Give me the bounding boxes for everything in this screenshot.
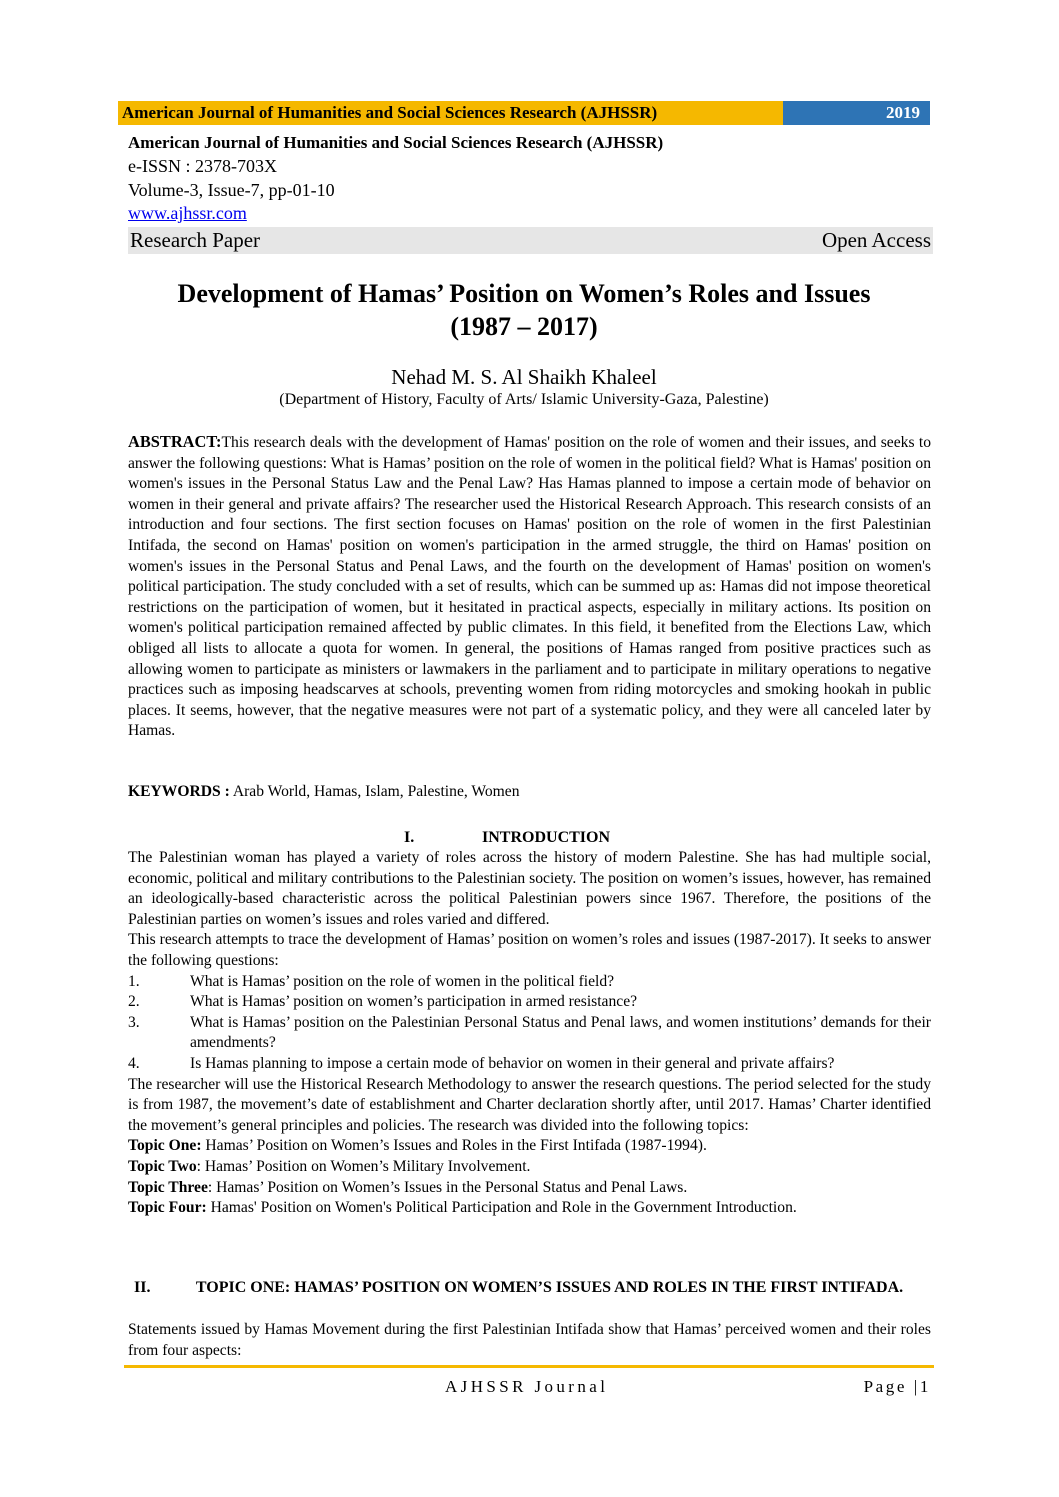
abstract-text: This research deals with the development of Hamas' position on the role of women and their issues, and seeks to answer the following questions: What is Hamas’ position on the role of women in the political field? What is Hamas' position on women's issues in the Personal Status Law and the Penal Law? Has Hamas planned to impose a certain mode of behavior on women in their general and private affairs? The researcher used the Historical Research Approach. This research consists of an introduction and four sections. The first section focuses on Hamas' position on the role of women in the first Palestinian Intifada, the second on Hamas' position on women's participation in the armed struggle, the third on Hamas' position on women's issues in the Personal Status and Penal Laws, and the fourth on the development of Hamas' position on women's political participation. The study concluded with a set of results, which can be summed up as: Hamas did not impose theoretical restrictions on the participation of women, but it hesitated in practical aspects, especially in military actions. Its position on women's political participation remained affected by public climates. In this field, it benefited from the Elections Law, which obliged all lists to allocate a quota for women. In general, the positions of Hamas ranged from positive practices such as allowing women to participate as ministers or lawmakers in the parliament and to participate in military operations to negative practices such as imposing headscarves at schools, preventing women from riding motorcycles and smoking hookah in public places. It seems, however, that the negative measures were not part of a systematic policy, and they were all canceled later by Hamas. — [128, 434, 931, 740]
topic-text: : Hamas’ Position on Women’s Issues in the Personal Status and Penal Laws. — [207, 1178, 688, 1196]
abstract — [128, 432, 931, 742]
list-item — [128, 972, 931, 993]
list-item — [128, 992, 931, 1013]
introduction-body — [128, 848, 931, 1219]
author-affiliation: (Department of History, Faculty of Arts/ Islamic University-Gaza, Palestine) — [279, 391, 769, 408]
list-number: 4. — [128, 1054, 140, 1072]
list-number: 1. — [128, 972, 140, 990]
journal-meta — [128, 132, 928, 224]
footer-journal: AJHSSR Journal — [445, 1377, 609, 1396]
section-title: TOPIC ONE: HAMAS’ POSITION ON WOMEN’S ISSUES AND ROLES IN THE FIRST INTIFADA. — [195, 1279, 904, 1296]
topic-text: Hamas' Position on Women's Political Participation and Role in the Government Introduction. — [206, 1199, 797, 1217]
paper-type: Research Paper — [130, 228, 261, 252]
list-item — [128, 1013, 931, 1054]
title-line-1: Development of Hamas’ Position on Women’s Roles and Issues — [177, 279, 871, 308]
topic-label: Topic Two — [128, 1157, 197, 1175]
section-heading-topic-one — [128, 1278, 931, 1298]
volume-info: Volume-3, Issue-7, pp-01-10 — [128, 180, 335, 200]
paragraph: The researcher will use the Historical Research Methodology to answer the research questions. The period selected for the study is from 1987, the movement’s date of establishment and Charter declaration shortly after, until 2017. Hamas’ Charter identified the movement’s general principles and policies. The research was divided into the following topics: — [128, 1075, 931, 1134]
abstract-label: ABSTRACT: — [128, 432, 222, 451]
paper-type-bar — [128, 227, 933, 254]
topic-label: Topic One: — [128, 1137, 202, 1155]
paragraph: Statements issued by Hamas Movement during the first Palestinian Intifada show that Hamas’ perceived women and their roles from four aspects: — [128, 1321, 931, 1359]
section-number: I. — [404, 829, 415, 846]
list-text: What is Hamas’ position on women’s participation in armed resistance? — [190, 993, 638, 1011]
section-number: II. — [134, 1279, 151, 1296]
paragraph: The Palestinian woman has played a variety of roles across the history of modern Palestine. She has had multiple social, economic, political and military contributions to the Palestinian society. The position on women’s issues, however, has remained an ideologically-based characteristic across the political Palestinian powers since 1967. Therefore, the positions of the Palestinian parties on women’s issues and roles varied and differed. — [128, 849, 931, 928]
running-header-year: 2019 — [783, 101, 930, 125]
issn: e-ISSN : 2378-703X — [128, 156, 277, 176]
access-type: Open Access — [821, 228, 931, 252]
section-title: INTRODUCTION — [482, 829, 611, 846]
journal-link[interactable]: www.ajhssr.com — [128, 203, 247, 223]
topic-text: : Hamas’ Position on Women’s Military Involvement. — [196, 1157, 531, 1175]
keywords-label: KEYWORDS : — [128, 783, 230, 800]
title-line-2: (1987 – 2017) — [450, 312, 598, 341]
keywords-text: Arab World, Hamas, Islam, Palestine, Women — [229, 783, 520, 800]
list-number: 2. — [128, 993, 140, 1011]
topic-line — [128, 1136, 931, 1157]
running-header-journal: American Journal of Humanities and Social Sciences Research (AJHSSR) — [118, 101, 783, 125]
page-number: Page |1 — [863, 1377, 931, 1396]
topic-line — [128, 1157, 931, 1178]
topic-line — [128, 1178, 931, 1199]
topic-line — [128, 1198, 931, 1219]
footer-divider — [124, 1365, 934, 1368]
list-item — [128, 1054, 931, 1075]
keywords — [128, 782, 931, 803]
topic-label: Topic Three — [128, 1178, 208, 1196]
author-name: Nehad M. S. Al Shaikh Khaleel — [391, 365, 657, 389]
paragraph: This research attempts to trace the development of Hamas’ position on women’s roles and issues (1987-2017). It seeks to answer the following questions: — [128, 931, 931, 969]
topic-text: Hamas’ Position on Women’s Issues and Roles in the First Intifada (1987-1994). — [201, 1137, 707, 1155]
journal-name: American Journal of Humanities and Social Sciences Research (AJHSSR) — [128, 133, 664, 152]
running-header — [118, 101, 930, 125]
list-text: Is Hamas planning to impose a certain mode of behavior on women in their general and private affairs? — [190, 1054, 835, 1072]
list-text: What is Hamas’ position on the Palestinian Personal Status and Penal laws, and women institutions’ demands for their amendments? — [190, 1013, 931, 1052]
topic-label: Topic Four: — [128, 1199, 207, 1217]
paper-title — [118, 277, 930, 343]
list-number: 3. — [128, 1013, 140, 1031]
list-text: What is Hamas’ position on the role of women in the political field? — [190, 972, 615, 990]
